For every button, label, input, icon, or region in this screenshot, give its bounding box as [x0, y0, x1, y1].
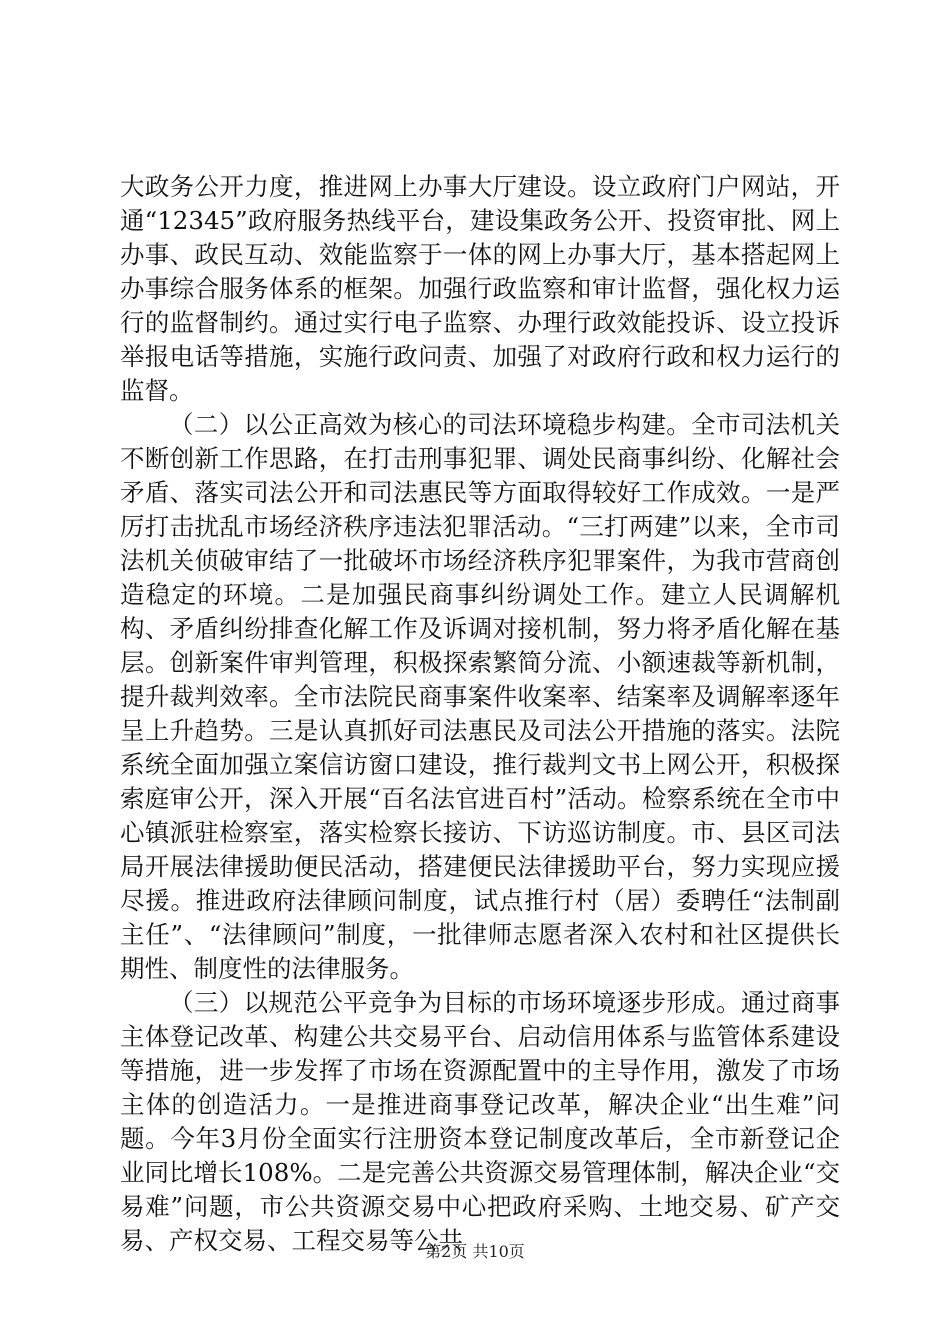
document-body: [120, 170, 840, 1258]
paragraph-1: 大政务公开力度，推进网上办事大厅建设。设立政府门户网站，开通“12345”政府服务热线平台，建设集政务公开、投资审批、网上办事、政民互动、效能监察于一体的网上办事大厅，基本搭起网上办事综合服务体系的框架。加强行政监察和审计监督，强化权力运行的监督制约。通过实行电子监察、办理行政效能投诉、设立投诉举报电话等措施，实施行政问责、加强了对政府行政和权力运行的监督。: [120, 172, 840, 405]
page-number-footer: 第2页 共10页: [425, 1242, 525, 1261]
paragraph-2: （二）以公正高效为核心的司法环境稳步构建。全市司法机关不断创新工作思路，在打击刑事犯罪、调处民商事纠纷、化解社会矛盾、落实司法公开和司法惠民等方面取得较好工作成效。一是严厉打击扰乱市场经济秩序违法犯罪活动。“三打两建”以来，全市司法机关侦破审结了一批破坏市场经济秩序犯罪案件，为我市营商创造稳定的环境。二是加强民商事纠纷调处工作。建立人民调解机构、矛盾纠纷排查化解工作及诉调对接机制，努力将矛盾化解在基层。创新案件审判管理，积极探索繁简分流、小额速裁等新机制，提升裁判效率。全市法院民商事案件收案率、结案率及调解率逐年呈上升趋势。三是认真抓好司法惠民及司法公开措施的落实。法院系统全面加强立案信访窗口建设，推行裁判文书上网公开，积极探索庭审公开，深入开展“百名法官进百村”活动。检察系统在全市中心镇派驻检察室，落实检察长接访、下访巡访制度。市、县区司法局开展法律援助便民活动，搭建便民法律援助平台，努力实现应援尽援。推进政府法律顾问制度，试点推行村（居）委聘任“法制副主任”、“法律顾问”制度，一批律师志愿者深入农村和社区提供长期性、制度性的法律服务。: [120, 410, 840, 983]
paragraph-3: （三）以规范公平竞争为目标的市场环境逐步形成。通过商事主体登记改革、构建公共交易平台、启动信用体系与监管体系建设等措施，进一步发挥了市场在资源配置中的主导作用，激发了市场主体的创造活力。一是推进商事登记改革，解决企业“出生难”问题。今年3月份全面实行注册资本登记制度改革后，全市新登记企业同比增长108%。二是完善公共资源交易管理体制，解决企业“交易难”问题，市公共资源交易中心把政府采购、土地交易、矿产交易、产权交易、工程交易等公共: [120, 988, 840, 1255]
